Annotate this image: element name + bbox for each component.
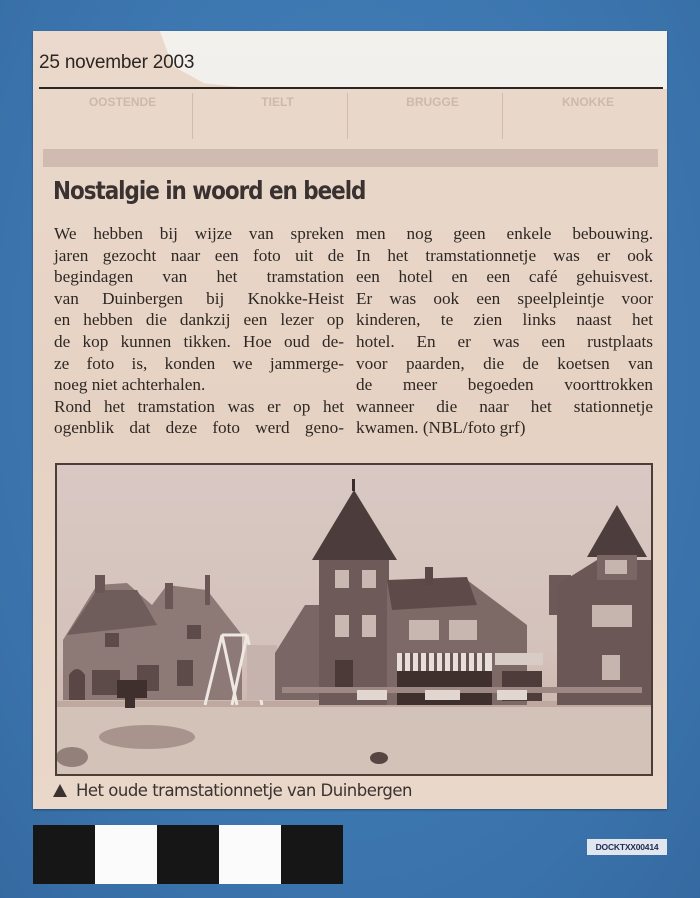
text-line: kinderen, te zien links naast het [356,310,653,330]
text-line: een hotel en een café gehuisvest. [356,267,653,287]
scale-segment-black [281,825,343,884]
article-column-right [356,223,653,439]
article-column-left [54,223,344,439]
scale-segment-black [33,825,95,884]
bleed-band [43,149,658,167]
text-line: In het tramstationnetje was er ook [356,245,653,265]
caption-text: Het oude tramstationnetje van Duinbergen [76,781,412,800]
text-line: de kop kunnen tikken. Hoe oud de- [54,331,344,351]
scale-segment-black [157,825,219,884]
tram-station-illustration [57,465,651,774]
color-scale-bar [33,825,343,884]
text-line: wanneer die naar het stationnetje [356,396,653,416]
text-line: ze foto is, konden we jammerge- [54,353,344,373]
bleed-cell: KNOKKE [561,95,614,109]
text-line: van Duinbergen bij Knokke-Heist [54,288,344,308]
text-line: Er was ook een speelpleintje voor [356,288,653,308]
text-line: begindagen van het tramstation [54,267,344,287]
catalog-id-label: DOCKTXX00414 [587,839,667,855]
text-line: We hebben bij wijze van spreken [54,224,344,243]
text-line: en hebben die dankzij een lezer op [54,310,344,330]
newspaper-clipping [33,31,667,809]
bleed-cell: TIELT [208,93,348,139]
text-line: men nog geen enkele bebouwing. [356,224,653,243]
header-rule [39,87,663,89]
text-line: jaren gezocht naar een foto uit de [54,245,344,265]
clipping-header [33,31,667,91]
text-line: voor paarden, die de koetsen van [356,353,653,373]
text-line: kwamen. (NBL/foto grf) [356,418,526,438]
text-line: ogenblik dat deze foto werd geno- [54,418,344,438]
bleed-cell: BRUGGE [363,93,503,139]
article-headline: Nostalgie in woord en beeld [53,176,366,205]
text-line: noeg niet achterhalen. [54,375,206,395]
photo-caption [53,781,412,800]
scale-segment-white [219,825,281,884]
bleed-cell: OOSTENDE [53,93,193,139]
historic-photo [55,463,653,776]
triangle-up-icon [53,784,67,797]
scale-segment-white [95,825,157,884]
text-line: hotel. En er was een rustplaats [356,331,653,351]
text-line: de meer begoeden voorttrokken [356,375,653,395]
reverse-side-bleed-through [43,93,658,163]
text-line: Rond het tramstation was er op het [54,396,344,416]
publication-date: 25 november 2003 [39,52,195,73]
